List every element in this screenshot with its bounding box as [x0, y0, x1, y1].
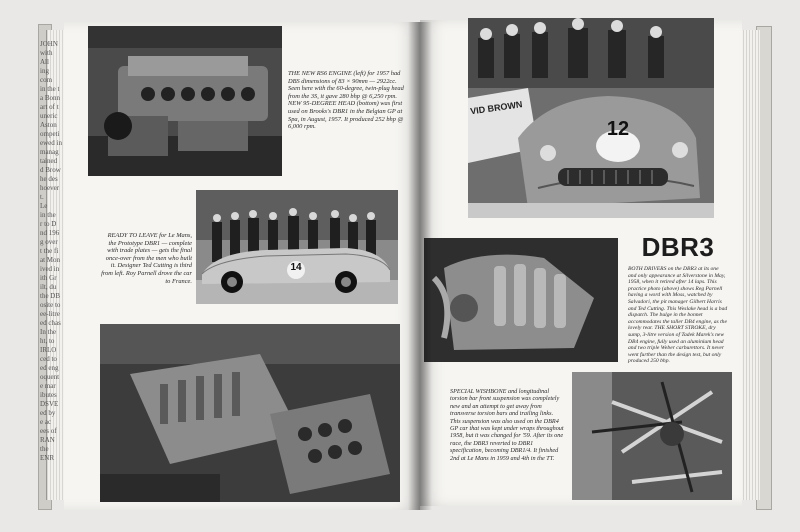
lemans-departure-photo	[196, 190, 398, 304]
margin-fragment: at Mon	[40, 256, 61, 264]
pit-stop-photo	[468, 18, 714, 218]
margin-fragment: t.	[40, 193, 44, 201]
cylinder-head-photo	[100, 324, 400, 502]
margin-fragment: ilt, du	[40, 283, 57, 291]
margin-fragment: Le	[40, 202, 48, 210]
margin-fragment: tained	[40, 157, 58, 165]
left-margin-text-fragments	[40, 40, 62, 480]
margin-fragment: nd 196	[40, 229, 60, 237]
margin-fragment: uneric	[40, 112, 58, 120]
margin-fragment: with All	[40, 49, 53, 66]
margin-fragment: IRLO	[40, 346, 57, 354]
margin-fragment: g over	[40, 238, 58, 246]
margin-fragment: d Brow	[40, 166, 61, 174]
margin-fragment: ing com	[40, 67, 53, 84]
margin-fragment: RAN	[40, 436, 55, 444]
margin-fragment: manag	[40, 148, 59, 156]
margin-fragment: ed chas	[40, 319, 61, 327]
margin-fragment: ed eng	[40, 364, 59, 372]
margin-fragment: In the	[40, 328, 57, 336]
front-suspension-photo	[572, 372, 732, 500]
margin-fragment: e ac	[40, 418, 52, 426]
margin-fragment: ht, to	[40, 337, 55, 345]
margin-fragment: in the t	[40, 85, 60, 93]
margin-fragment: ompeti	[40, 130, 60, 138]
margin-fragment: ibutes	[40, 391, 57, 399]
margin-fragment: oquent	[40, 373, 60, 381]
margin-fragment: DSVE	[40, 400, 59, 408]
margin-fragment: in the	[40, 211, 56, 219]
dbr3-caption: BOTH DRIVERS on the DBR3 at its one and only appearance at Silverstone in May, 1958, when it retired after 14 laps. This practice photo (above) shows Reg Parnell having a word with Moss, watched by Salvadori, the pit manager Gilbert Harris and Ted Cutting. This Weslake head is a bad dispatch. The bulge in the bonnet accommodates the taller DB4 engine, as the lovely rear. THE SHORT STROKE, dry sump, 3-litre version of Tadek Marek's new DB4 engine, fully used an aluminium head and two triple Weber carburettors. It never went further than the design test, but only produced 250 bhp.	[628, 266, 728, 365]
margin-fragment: ith Gr	[40, 274, 57, 282]
margin-fragment: Aston	[40, 121, 57, 129]
margin-fragment: the DB	[40, 292, 61, 300]
pit-sign-text: VID BROWN	[469, 99, 523, 117]
margin-fragment: r to D	[40, 220, 57, 228]
margin-fragment: he des	[40, 175, 58, 183]
engine-bay-photo	[424, 238, 618, 362]
margin-fragment: e mar	[40, 382, 56, 390]
margin-fragment: a Bonn	[40, 94, 61, 102]
margin-fragment: hoever	[40, 184, 60, 192]
margin-fragment: ived in	[40, 265, 60, 273]
margin-fragment: ENR	[40, 454, 54, 462]
margin-fragment: ced to	[40, 355, 57, 363]
margin-fragment: JOHN	[40, 40, 58, 48]
car-number-12: 12	[606, 118, 630, 140]
margin-fragment: the	[40, 445, 49, 453]
engine-caption: THE NEW RS6 ENGINE (left) for 1957 had DBS dimensions of 83 × 90mm — 2922cc. Seen here with the 60-degree, twin-plug head from the 3S, it gave 280 bhp @ 6,250 rpm. NEW 95-DEGREE HEAD (bottom) was first used on Brooks's DBR1 in the Belgian GP at Spa, in August, 1957. It produced 252 bhp @ 6,000 rpm.	[288, 70, 404, 131]
wishbone-caption: SPECIAL WISHBONE and longitudinal torsion bar front suspension was completely new and an attempt to get away from transverse torsion bars and trailing links. This suspension was also used on the DBR4 GP car that was kept under wraps throughout 1958, but it was changed for '59. After its one race, the DBR3 reverted to DBR1 specification, becoming DBR1/4. It finished 2nd at Le Mans in 1959 and 4th in the TT.	[450, 388, 564, 462]
margin-fragment: ee-litre	[40, 310, 60, 318]
margin-fragment: art of t	[40, 103, 59, 111]
page-title-dbr3: DBR3	[641, 232, 715, 262]
book-spine-shadow	[408, 22, 432, 510]
margin-fragment: ewed in	[40, 139, 62, 147]
margin-fragment: ees of	[40, 427, 57, 435]
lemans-caption: READY TO LEAVE for Le Mans, the Prototype DBR1 — complete with trade plates — gets the final once-over from the men who built it. Designer Ted Cutting is third from left. Roy Parnell drove the car to France.	[101, 232, 192, 285]
engine-photo	[88, 26, 282, 176]
margin-fragment: osite to	[40, 301, 61, 309]
margin-fragment: t the fi	[40, 247, 59, 255]
car-number-14: 14	[290, 262, 302, 273]
margin-fragment: ed by	[40, 409, 56, 417]
